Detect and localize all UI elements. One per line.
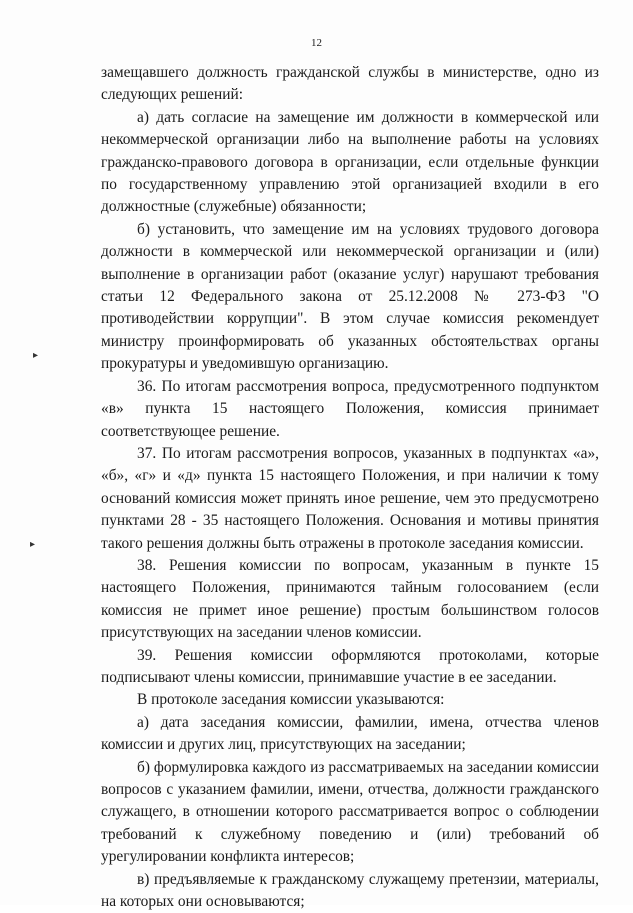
margin-mark: ▸ xyxy=(33,350,39,361)
paragraph-39: 39. Решения комиссии оформляются протоколами, которые подписывают члены комиссии, принимавшие участие в ее заседании. xyxy=(101,646,599,686)
paragraph-sub-b: б) установить, что замещение им на условиях трудового договора должности в коммерческой или некоммерческой организации и (или) выполнение в организации работ (оказание услуг) нарушают требования статьи 12 Федерального закона от 25.12.2008 № 273-ФЗ "О противодействии коррупции". В этом случае комиссия рекомендует министру проинформировать об указанных обстоятельствах органы прокуратуры и уведомившую организацию. xyxy=(101,220,599,373)
page-number: 12 xyxy=(311,37,322,49)
paragraph-protocol-b: б) формулировка каждого из рассматриваемых на заседании комиссии вопросов с указанием фамилии, имени, отчества, должности гражданского служащего, в отношении которого рассматривается вопрос о соблюдении требований к служебному поведению и (или) требований об урегулировании конфликта интересов; xyxy=(101,758,599,866)
paragraph-continuation: замещавшего должность гражданской службы в министерстве, одно из следующих решений: xyxy=(101,64,599,104)
paragraph-protocol-intro: В протоколе заседания комиссии указываются: xyxy=(137,691,445,709)
paragraph-38: 38. Решения комиссии по вопросам, указанным в пункте 15 настоящего Положения, принимаются тайным голосованием (если комиссия не примет иное решение) простым большинством голосов присутствующих на заседании членов комиссии. xyxy=(101,556,599,642)
paragraph-protocol-a: а) дата заседания комиссии, фамилии, имена, отчества членов комиссии и других лиц, присутствующих на заседании; xyxy=(101,713,599,754)
paragraph-36: 36. По итогам рассмотрения вопроса, предусмотренного подпунктом «в» пункта 15 настоящего Положения, комиссия принимает соответствующее решение. xyxy=(101,377,599,440)
margin-mark: ▸ xyxy=(30,539,36,550)
paragraph-protocol-v: в) предъявляемые к гражданскому служащему претензии, материалы, на которых они основываются; xyxy=(101,870,599,911)
paragraph-37: 37. По итогам рассмотрения вопросов, указанных в подпунктах «а», «б», «г» и «д» пункта 15 настоящего Положения, и при наличии к тому оснований комиссия может принять иное решение, чем это предусмотрено пунктами 28 - 35 настоящего Положения. Основания и мотивы принятия такого решения должны быть отражены в протоколе заседания комиссии. xyxy=(101,444,599,552)
document-body xyxy=(101,62,599,913)
paragraph-sub-a: а) дать согласие на замещение им должности в коммерческой или некоммерческой организации либо на выполнение работы на условиях гражданско-правового договора в организации, если отдельные функции по государственному управлению этой организацией входили в его должностные (служебные) обязанности; xyxy=(101,108,599,216)
